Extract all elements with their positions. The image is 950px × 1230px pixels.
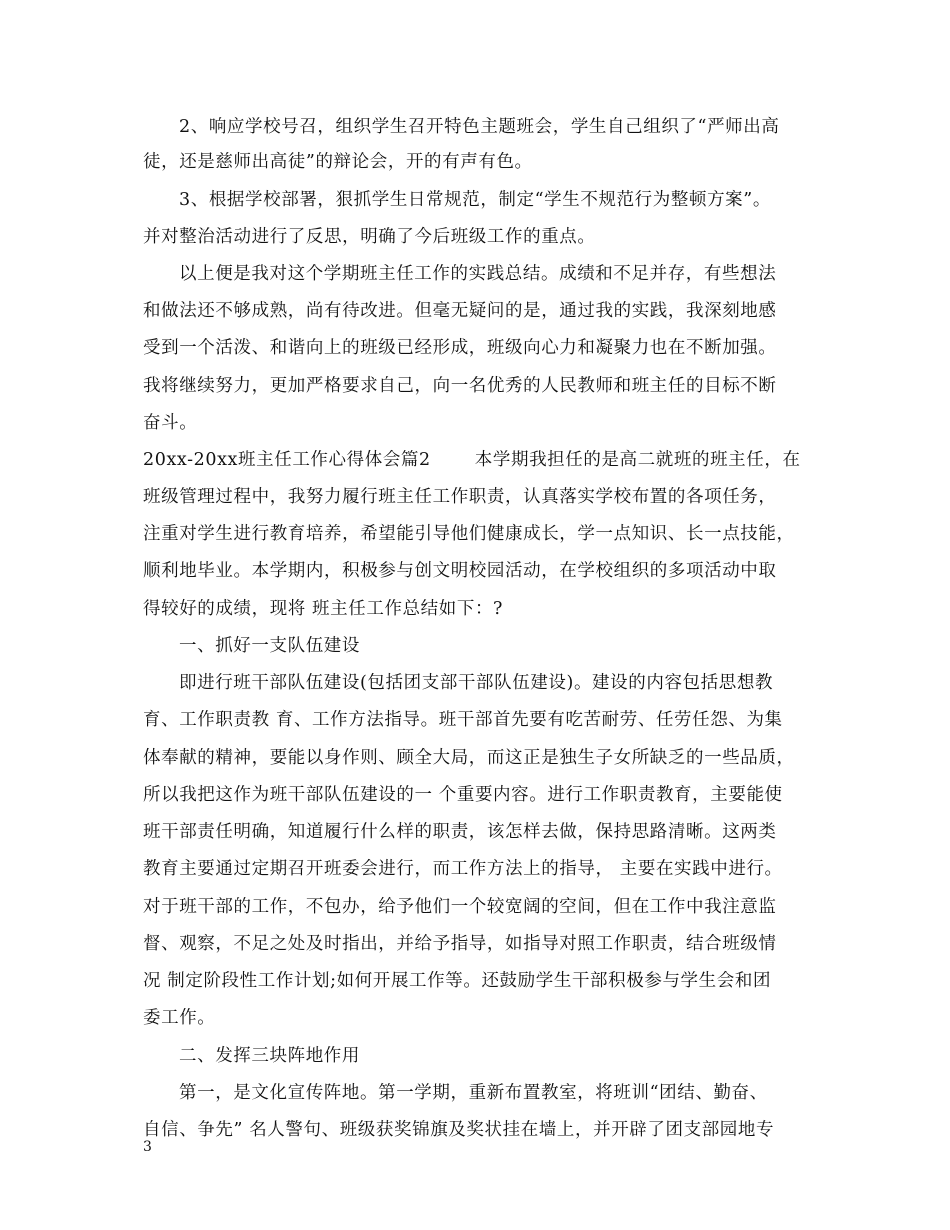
section-heading-line <box>143 449 801 471</box>
text-line: 对于班干部的工作，不包办，给予他们一个较宽阔的空间，但在工作中我注意监 <box>143 897 777 917</box>
text-line: 我将继续努力，更加严格要求自己，向一名优秀的人民教师和班主任的目标不断 <box>143 376 777 396</box>
text-line: 况 制定阶段性工作计划;如何开展工作等。还鼓励学生干部积极参与学生会和团 <box>143 971 772 991</box>
text-line: 以上便是我对这个学期班主任工作的实践总结。成绩和不足并存，有些想法 <box>179 264 777 284</box>
section-heading: 一、抓好一支队伍建设 <box>179 636 360 656</box>
text-line: 和做法还不够成熟，尚有待改进。但毫无疑问的是，通过我的实践，我深刻地感 <box>143 301 777 321</box>
text-line: 育、工作职责教 育、工作方法指导。班干部首先要有吃苦耐劳、任劳任怨、为集 <box>143 710 783 730</box>
text-line: 委工作。 <box>143 1008 216 1028</box>
text-line: 注重对学生进行教育培养，希望能引导他们健康成长，学一点知识、长一点技能， <box>143 524 795 544</box>
text-line: 教育主要通过定期召开班委会进行，而工作方法上的指导， 主要在实践中进行。 <box>143 859 783 879</box>
text-line: 所以我把这作为班干部队伍建设的一 个重要内容。进行工作职责教育，主要能使 <box>143 785 783 805</box>
text-line: 2、响应学校号召，组织学生召开特色主题班会，学生自己组织了“严师出高 <box>179 117 780 137</box>
text-line: 受到一个活泼、和谐向上的班级已经形成，班级向心力和凝聚力也在不断加强。 <box>143 338 777 358</box>
text-line: 自信、争先” 名人警句、班级获奖锦旗及奖状挂在墙上，并开辟了团支部园地专 <box>143 1120 775 1140</box>
text-run: 本学期我担任的是高二就班的班主任，在 <box>474 450 801 470</box>
text-line: 得较好的成绩，现将 班主任工作总结如下：? <box>143 599 504 619</box>
text-line: 体奉献的精神，要能以身作则、顾全大局，而这正是独生子女所缺乏的一些品质， <box>143 748 795 768</box>
text-line: 顺利地毕业。本学期内，积极参与创文明校园活动，在学校组织的多项活动中取 <box>143 561 777 581</box>
text-line: 即进行班干部队伍建设(包括团支部干部队伍建设)。建设的内容包括思想教 <box>179 673 774 693</box>
text-line: 第一，是文化宣传阵地。第一学期，重新布置教室，将班训“团结、勤奋、 <box>179 1083 768 1103</box>
text-line: 并对整治活动进行了反思，明确了今后班级工作的重点。 <box>143 227 596 247</box>
text-line: 督、观察，不足之处及时指出，并给予指导，如指导对照工作职责，结合班级情 <box>143 934 777 954</box>
text-line: 奋斗。 <box>143 413 198 433</box>
section-heading: 二、发挥三块阵地作用 <box>179 1046 360 1066</box>
page-number: 3 <box>143 1139 152 1155</box>
text-line: 班级管理过程中，我努力履行班主任工作职责，认真落实学校布置的各项任务， <box>143 487 777 507</box>
article-subtitle: 20xx-20xx班主任工作心得体会篇2 <box>143 450 431 470</box>
text-line: 3、根据学校部署，狠抓学生日常规范，制定“学生不规范行为整顿方案”。 <box>179 190 771 210</box>
text-line: 班干部责任明确，知道履行什么样的职责，该怎样去做，保持思路清晰。这两类 <box>143 822 777 842</box>
text-line: 徒，还是慈师出高徒”的辩论会，开的有声有色。 <box>143 152 533 172</box>
